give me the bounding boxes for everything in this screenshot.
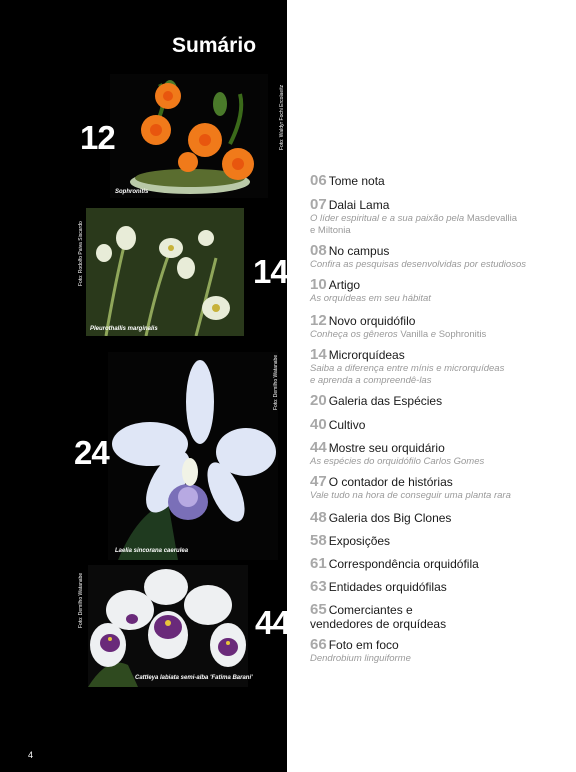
toc-page-number: 20: [310, 392, 327, 409]
toc-page-number: 08: [310, 242, 327, 259]
toc-entry[interactable]: [310, 172, 385, 190]
feature-number-24: 24: [74, 434, 109, 471]
page-number: 4: [28, 750, 34, 760]
photo-pleurothallis: [86, 208, 244, 336]
toc-title: No campus: [328, 244, 390, 258]
toc-page-number: 65: [310, 601, 327, 618]
toc-title: O contador de histórias: [328, 475, 453, 489]
toc-entry[interactable]: [310, 532, 390, 550]
toc-title-line2: vendedores de orquídeas: [310, 617, 447, 631]
toc-entry[interactable]: [310, 439, 484, 468]
toc-page-number: 14: [310, 346, 327, 363]
toc-subtitle: Vale tudo na hora de conseguir uma planta rara: [310, 490, 511, 501]
photo-cattleya: [88, 565, 248, 687]
photo-credit-2: Foto: Rodolfo Paiva Siscardo: [78, 221, 84, 286]
toc-page-number: 58: [310, 532, 327, 549]
toc-subtitle: As espécies do orquidófilo Carlos Gomes: [310, 456, 485, 467]
toc-title: Galeria das Espécies: [328, 394, 443, 408]
toc-entry[interactable]: [310, 416, 365, 434]
toc-title: Exposições: [328, 534, 391, 548]
toc-title: Microrquídeas: [328, 348, 405, 362]
toc-title: Comerciantes e: [328, 603, 413, 617]
photo-credit-3: Foto: Demilho Watanabe: [273, 354, 279, 410]
toc-page-number: 44: [310, 439, 327, 456]
toc-entry[interactable]: [310, 578, 447, 596]
photo-credit-4: Foto: Demilho Watanabe: [78, 572, 84, 628]
photo-laelia: [108, 352, 278, 560]
toc-title: Mostre seu orquidário: [328, 441, 445, 455]
toc-entry[interactable]: [310, 276, 431, 305]
photo-caption-laelia: Laelia sincorana caerulea: [115, 548, 189, 554]
toc-entry[interactable]: [310, 196, 517, 237]
photo-caption-cattleya: Cattleya labiata semi-alba 'Fatima Barani': [135, 675, 253, 681]
toc-entry[interactable]: [310, 242, 526, 271]
photo-sophronitis: [110, 74, 268, 198]
toc-title: Novo orquidófilo: [328, 314, 416, 328]
feature-number-44: 44: [255, 604, 290, 641]
toc-entry[interactable]: [310, 601, 446, 631]
toc-subtitle: Dendrobium linguiforme: [310, 653, 411, 664]
toc-entry[interactable]: [310, 509, 451, 527]
toc-title: Cultivo: [328, 418, 366, 432]
toc-title: Correspondência orquidófila: [328, 557, 479, 571]
toc-entry[interactable]: [310, 312, 486, 341]
photo-credit-1: Foto: Waldyr Fochi Ercolaeitz: [279, 84, 285, 150]
toc-entry[interactable]: [310, 636, 411, 665]
toc-title: Foto em foco: [328, 638, 399, 652]
toc-page-number: 07: [310, 196, 327, 213]
toc-entry[interactable]: [310, 346, 504, 387]
toc-page-number: 48: [310, 509, 327, 526]
toc-page-number: 06: [310, 172, 327, 189]
toc-entry[interactable]: [310, 392, 442, 410]
toc-entry[interactable]: [310, 555, 479, 573]
toc-entry[interactable]: [310, 473, 511, 502]
feature-number-12: 12: [80, 119, 115, 156]
page-title: Sumário: [172, 34, 257, 57]
toc-page-number: 47: [310, 473, 327, 490]
toc-subtitle: O líder espiritual e a sua paixão pela Masdevallia e Miltonia: [310, 213, 518, 236]
toc-title: Dalai Lama: [328, 198, 390, 212]
toc-title: Tome nota: [328, 174, 385, 188]
toc-page-number: 61: [310, 555, 327, 572]
toc-page-number: 63: [310, 578, 327, 595]
toc-subtitle: Conheça os gêneros Vanilla e Sophronitis: [310, 329, 487, 340]
toc-title: Entidades orquidófilas: [328, 580, 447, 594]
toc-title: Galeria dos Big Clones: [328, 511, 452, 525]
toc-page-number: 66: [310, 636, 327, 653]
toc-subtitle: Confira as pesquisas desenvolvidas por estudiosos: [310, 259, 526, 270]
toc-page-number: 12: [310, 312, 327, 329]
toc-subtitle: As orquídeas em seu hábitat: [310, 293, 431, 304]
toc-subtitle: Saiba a diferença entre mínis e microrquídeas e aprenda a compreendê-las: [310, 363, 505, 386]
feature-number-14: 14: [253, 253, 288, 290]
photo-caption-pleurothallis: Pleurothallis marginalis: [90, 326, 158, 332]
photo-caption-sophronitis: Sophronitis: [115, 189, 149, 195]
toc-page-number: 40: [310, 416, 327, 433]
toc-page-number: 10: [310, 276, 327, 293]
toc-title: Artigo: [328, 278, 361, 292]
